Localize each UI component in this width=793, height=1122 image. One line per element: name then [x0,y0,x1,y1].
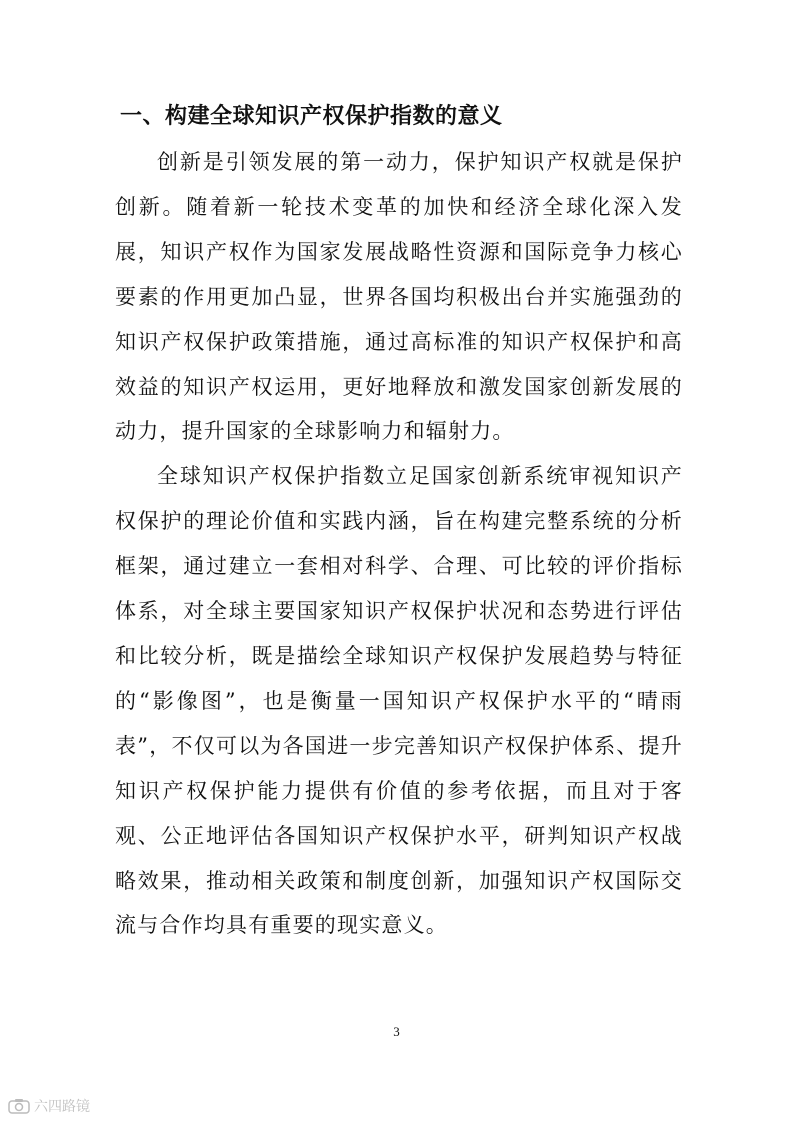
paragraph-2: 全球知识产权保护指数立足国家创新系统审视知识产权保护的理论价值和实践内涵，旨在构建完整系统的分析框架，通过建立一套相对科学、合理、可比较的评价指标体系，对全球主要国家知识产权保护状况和态势进行评估和比较分析，既是描绘全球知识产权保护发展趋势与特征的“影像图”，也是衡量一国知识产权保护水平的“晴雨表”，不仅可以为各国进一步完善知识产权保护体系、提升知识产权保护能力提供有价值的参考依据，而且对于客观、公正地评估各国知识产权保护水平，研判知识产权战略效果，推动相关政策和制度创新，加强知识产权国际交流与合作均具有重要的现实意义。 [115,464,683,938]
section-heading: 一、构建全球知识产权保护指数的意义 [120,104,503,129]
body-text [115,140,683,948]
watermark-text: 六四路镜 [34,1099,90,1115]
watermark [8,1096,90,1116]
page-number: 3 [393,1024,400,1039]
paragraph-1: 创新是引领发展的第一动力，保护知识产权就是保护创新。随着新一轮技术变革的加快和经济全球化深入发展，知识产权作为国家发展战略性资源和国际竞争力核心要素的作用更加凸显，世界各国均积极出台并实施强劲的知识产权保护政策措施，通过高标准的知识产权保护和高效益的知识产权运用，更好地释放和激发国家创新发展的动力，提升国家的全球影响力和辐射力。 [115,150,683,444]
camera-icon [8,1098,30,1114]
